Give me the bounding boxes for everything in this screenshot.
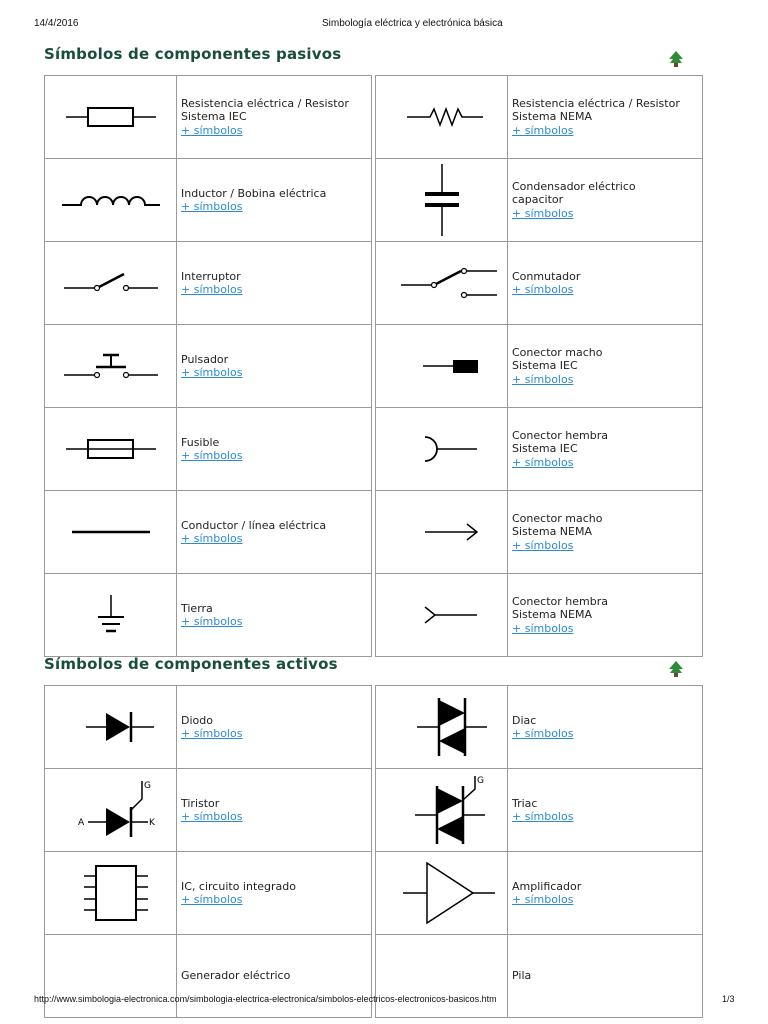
changeover-switch-symbol-icon bbox=[376, 242, 508, 325]
component-description bbox=[177, 325, 372, 408]
table-row bbox=[45, 76, 372, 159]
passive-table-right bbox=[375, 75, 703, 657]
component-name: Resistencia eléctrica / Resistor bbox=[512, 96, 680, 110]
active-table-left bbox=[44, 685, 372, 1018]
ground-symbol-icon bbox=[45, 574, 177, 657]
triac-symbol-icon bbox=[376, 769, 508, 852]
passive-table-left bbox=[44, 75, 372, 657]
component-name: Resistencia eléctrica / Resistor bbox=[181, 96, 349, 110]
integrated-circuit-symbol-icon bbox=[45, 852, 177, 935]
component-system: Sistema NEMA bbox=[512, 110, 592, 124]
table-row bbox=[376, 242, 703, 325]
component-description bbox=[177, 852, 372, 935]
table-row bbox=[376, 574, 703, 657]
amplifier-symbol-icon bbox=[376, 852, 508, 935]
conductor-symbol-icon bbox=[45, 491, 177, 574]
component-description bbox=[508, 686, 703, 769]
triac-pin-g: G bbox=[476, 776, 484, 786]
component-system: Sistema IEC bbox=[512, 359, 578, 373]
component-name: Conmutador bbox=[512, 269, 581, 283]
component-name: Conector hembra bbox=[512, 428, 608, 442]
component-description bbox=[177, 935, 372, 1018]
more-symbols-link[interactable]: + símbolos bbox=[512, 455, 574, 469]
table-row bbox=[45, 325, 372, 408]
thyristor-pin-a: A bbox=[77, 818, 84, 828]
more-symbols-link[interactable]: + símbolos bbox=[512, 372, 574, 386]
component-name: Fusible bbox=[181, 435, 220, 449]
table-row bbox=[376, 769, 703, 852]
more-symbols-link[interactable]: + símbolos bbox=[512, 538, 574, 552]
table-row bbox=[376, 159, 703, 242]
table-row bbox=[45, 574, 372, 657]
print-url: http://www.simbologia-electronica.com/simbologia-electrica-electronica/simbolos-electricos-electronicos-basicos.htm bbox=[34, 994, 497, 1004]
component-description bbox=[177, 574, 372, 657]
more-symbols-link[interactable]: + símbolos bbox=[512, 893, 574, 906]
active-table-right bbox=[375, 685, 703, 1018]
print-title: Simbología eléctrica y electrónica básica bbox=[322, 18, 503, 29]
component-name: Condensador eléctrico bbox=[512, 179, 636, 193]
diac-symbol-icon bbox=[376, 686, 508, 769]
component-description bbox=[177, 242, 372, 325]
component-name: Conector hembra bbox=[512, 594, 608, 608]
diode-symbol-icon bbox=[45, 686, 177, 769]
back-to-top-icon[interactable] bbox=[668, 50, 684, 68]
more-symbols-link[interactable]: + símbolos bbox=[181, 449, 243, 462]
component-name: Conector macho bbox=[512, 511, 603, 525]
table-row bbox=[376, 325, 703, 408]
more-symbols-link[interactable]: + símbolos bbox=[181, 810, 243, 823]
component-description bbox=[508, 76, 703, 159]
table-row bbox=[45, 686, 372, 769]
more-symbols-link[interactable]: + símbolos bbox=[181, 283, 243, 296]
female-connector-nema-symbol-icon bbox=[376, 574, 508, 657]
more-symbols-link[interactable]: + símbolos bbox=[181, 532, 243, 545]
switch-symbol-icon bbox=[45, 242, 177, 325]
male-connector-nema-symbol-icon bbox=[376, 491, 508, 574]
table-row bbox=[45, 491, 372, 574]
component-name: Interruptor bbox=[181, 269, 241, 283]
table-row bbox=[45, 242, 372, 325]
component-name: Diodo bbox=[181, 713, 213, 727]
component-alias: capacitor bbox=[512, 193, 564, 207]
component-name: Conector macho bbox=[512, 345, 603, 359]
component-description bbox=[177, 769, 372, 852]
table-row bbox=[45, 159, 372, 242]
table-row bbox=[376, 76, 703, 159]
generator-symbol-icon bbox=[45, 935, 177, 1018]
more-symbols-link[interactable]: + símbolos bbox=[512, 283, 574, 296]
component-description bbox=[508, 159, 703, 242]
pushbutton-symbol-icon bbox=[45, 325, 177, 408]
more-symbols-link[interactable]: + símbolos bbox=[512, 206, 574, 220]
component-name: Tierra bbox=[181, 601, 213, 615]
component-description bbox=[508, 935, 703, 1018]
inductor-symbol-icon bbox=[45, 159, 177, 242]
more-symbols-link[interactable]: + símbolos bbox=[512, 727, 574, 740]
section-title-pasivos: Símbolos de componentes pasivos bbox=[44, 45, 342, 63]
component-description bbox=[177, 686, 372, 769]
table-row bbox=[45, 935, 372, 1018]
component-name: Generador eléctrico bbox=[181, 969, 291, 983]
table-row bbox=[376, 408, 703, 491]
more-symbols-link[interactable]: + símbolos bbox=[181, 200, 243, 213]
more-symbols-link[interactable]: + símbolos bbox=[181, 366, 243, 379]
component-name: Pila bbox=[512, 969, 532, 983]
more-symbols-link[interactable]: + símbolos bbox=[181, 123, 243, 137]
component-name: IC, circuito integrado bbox=[181, 879, 296, 893]
component-description bbox=[177, 491, 372, 574]
component-system: Sistema IEC bbox=[512, 442, 578, 456]
component-system: Sistema NEMA bbox=[512, 525, 592, 539]
component-description bbox=[508, 769, 703, 852]
table-row bbox=[376, 852, 703, 935]
component-description bbox=[508, 242, 703, 325]
component-description bbox=[508, 574, 703, 657]
more-symbols-link[interactable]: + símbolos bbox=[181, 893, 243, 906]
thyristor-symbol-icon bbox=[45, 769, 177, 852]
back-to-top-icon[interactable] bbox=[668, 660, 684, 678]
component-name: Pulsador bbox=[181, 352, 229, 366]
component-description bbox=[508, 408, 703, 491]
component-description bbox=[177, 408, 372, 491]
component-name: Tiristor bbox=[181, 796, 220, 810]
capacitor-symbol-icon bbox=[376, 159, 508, 242]
fuse-symbol-icon bbox=[45, 408, 177, 491]
resistor-iec-symbol-icon bbox=[45, 76, 177, 159]
table-row bbox=[45, 408, 372, 491]
page-number: 1/3 bbox=[722, 994, 735, 1004]
component-description bbox=[177, 76, 372, 159]
table-row bbox=[376, 491, 703, 574]
more-symbols-link[interactable]: + símbolos bbox=[181, 615, 243, 628]
more-symbols-link[interactable]: + símbolos bbox=[512, 123, 574, 137]
more-symbols-link[interactable]: + símbolos bbox=[512, 621, 574, 635]
print-date: 14/4/2016 bbox=[34, 18, 79, 29]
table-row bbox=[376, 935, 703, 1018]
female-connector-iec-symbol-icon bbox=[376, 408, 508, 491]
table-row bbox=[45, 769, 372, 852]
table-row bbox=[376, 686, 703, 769]
component-name: Conductor / línea eléctrica bbox=[181, 518, 327, 532]
component-name: Triac bbox=[512, 796, 538, 810]
component-name: Diac bbox=[512, 713, 537, 727]
component-system: Sistema IEC bbox=[181, 110, 247, 124]
component-description bbox=[508, 325, 703, 408]
component-description bbox=[177, 159, 372, 242]
table-row bbox=[45, 852, 372, 935]
resistor-nema-symbol-icon bbox=[376, 76, 508, 159]
thyristor-pin-g: G bbox=[143, 781, 151, 791]
male-connector-iec-symbol-icon bbox=[376, 325, 508, 408]
component-system: Sistema NEMA bbox=[512, 608, 592, 622]
more-symbols-link[interactable]: + símbolos bbox=[181, 727, 243, 740]
component-name: Amplificador bbox=[512, 879, 582, 893]
battery-symbol-icon bbox=[376, 935, 508, 1018]
component-description bbox=[508, 491, 703, 574]
thyristor-pin-k: K bbox=[148, 818, 155, 828]
more-symbols-link[interactable]: + símbolos bbox=[512, 810, 574, 823]
section-title-activos: Símbolos de componentes activos bbox=[44, 655, 338, 673]
component-description bbox=[508, 852, 703, 935]
component-name: Inductor / Bobina eléctrica bbox=[181, 186, 327, 200]
